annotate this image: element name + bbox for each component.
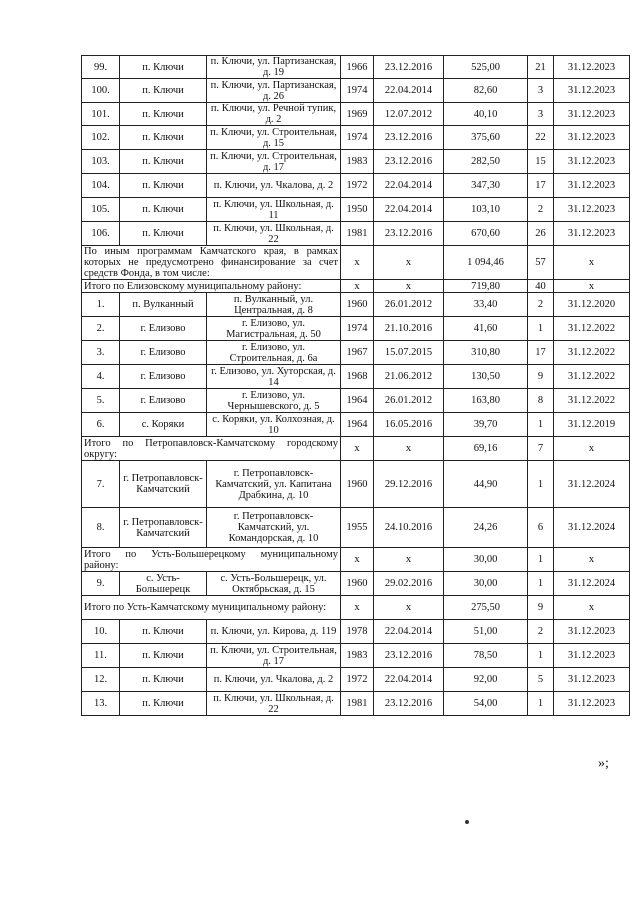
deadline-cell: х (554, 548, 630, 572)
row-number: 10. (82, 620, 120, 644)
deadline-cell: 31.12.2022 (554, 389, 630, 413)
date-cell: 21.10.2016 (374, 317, 444, 341)
area-cell: 40,10 (444, 103, 528, 126)
table-row (82, 103, 630, 126)
year-cell: 1978 (341, 620, 374, 644)
date-cell: 22.04.2014 (374, 620, 444, 644)
date-cell: 22.04.2014 (374, 198, 444, 222)
address-cell: п. Ключи, ул. Кирова, д. 119 (207, 620, 341, 644)
settlement-cell: г. Елизово (120, 389, 207, 413)
address-cell: п. Ключи, ул. Строительная, д. 17 (207, 150, 341, 174)
table-row (82, 572, 630, 596)
table-row (82, 126, 630, 150)
deadline-cell: 31.12.2023 (554, 150, 630, 174)
summary-row (82, 596, 630, 620)
settlement-cell: п. Ключи (120, 56, 207, 79)
count-cell: 1 (528, 692, 554, 716)
deadline-cell: 31.12.2024 (554, 461, 630, 508)
count-cell: 21 (528, 56, 554, 79)
year-cell: 1983 (341, 150, 374, 174)
address-cell: п. Ключи, ул. Партизанская, д. 19 (207, 56, 341, 79)
year-cell: 1950 (341, 198, 374, 222)
deadline-cell: 31.12.2020 (554, 293, 630, 317)
count-cell: 3 (528, 79, 554, 103)
address-cell: п. Ключи, ул. Школьная, д. 22 (207, 692, 341, 716)
area-cell: 719,80 (444, 280, 528, 293)
row-number: 102. (82, 126, 120, 150)
count-cell: 1 (528, 572, 554, 596)
deadline-cell: 31.12.2023 (554, 198, 630, 222)
deadline-cell: 31.12.2024 (554, 572, 630, 596)
table-row (82, 644, 630, 668)
address-cell: п. Ключи, ул. Чкалова, д. 2 (207, 174, 341, 198)
row-number: 105. (82, 198, 120, 222)
date-cell: х (374, 246, 444, 280)
deadline-cell: х (554, 280, 630, 293)
count-cell: 40 (528, 280, 554, 293)
date-cell: 12.07.2012 (374, 103, 444, 126)
summary-label: Итого по Усть-Камчатскому муниципальному району: (82, 596, 341, 620)
area-cell: 30,00 (444, 548, 528, 572)
area-cell: 275,50 (444, 596, 528, 620)
date-cell: 22.04.2014 (374, 668, 444, 692)
area-cell: 282,50 (444, 150, 528, 174)
settlement-cell: п. Вулканный (120, 293, 207, 317)
date-cell: х (374, 548, 444, 572)
year-cell: 1981 (341, 222, 374, 246)
area-cell: 130,50 (444, 365, 528, 389)
address-cell: г. Елизово, ул. Хуторская, д. 14 (207, 365, 341, 389)
table-body (82, 56, 630, 716)
row-number: 8. (82, 508, 120, 548)
summary-row (82, 548, 630, 572)
area-cell: 347,30 (444, 174, 528, 198)
year-cell: 1983 (341, 644, 374, 668)
deadline-cell: 31.12.2023 (554, 103, 630, 126)
count-cell: 8 (528, 389, 554, 413)
count-cell: 1 (528, 548, 554, 572)
settlement-cell: п. Ключи (120, 668, 207, 692)
count-cell: 2 (528, 198, 554, 222)
count-cell: 17 (528, 341, 554, 365)
summary-label: Итого по Петропавловск-Камчатскому городскому округу: (82, 437, 341, 461)
settlement-cell: г. Петропавловск-Камчатский (120, 461, 207, 508)
date-cell: 23.12.2016 (374, 56, 444, 79)
closing-mark: »; (598, 756, 609, 771)
count-cell: 6 (528, 508, 554, 548)
year-cell: 1972 (341, 174, 374, 198)
date-cell: 23.12.2016 (374, 692, 444, 716)
area-cell: 44,90 (444, 461, 528, 508)
address-cell: п. Ключи, ул. Партизанская, д. 26 (207, 79, 341, 103)
count-cell: 9 (528, 365, 554, 389)
settlement-cell: п. Ключи (120, 126, 207, 150)
settlement-cell: п. Ключи (120, 692, 207, 716)
count-cell: 7 (528, 437, 554, 461)
table-row (82, 150, 630, 174)
address-cell: г. Елизово, ул. Магистральная, д. 50 (207, 317, 341, 341)
table-row (82, 79, 630, 103)
address-cell: с. Коряки, ул. Колхозная, д. 10 (207, 413, 341, 437)
table-row (82, 365, 630, 389)
row-number: 9. (82, 572, 120, 596)
deadline-cell: 31.12.2023 (554, 692, 630, 716)
settlement-cell: г. Елизово (120, 317, 207, 341)
count-cell: 1 (528, 317, 554, 341)
address-cell: п. Вулканный, ул. Центральная, д. 8 (207, 293, 341, 317)
area-cell: 82,60 (444, 79, 528, 103)
settlement-cell: п. Ключи (120, 198, 207, 222)
year-cell: 1981 (341, 692, 374, 716)
row-number: 3. (82, 341, 120, 365)
year-cell: 1972 (341, 668, 374, 692)
deadline-cell: 31.12.2023 (554, 222, 630, 246)
count-cell: 2 (528, 620, 554, 644)
count-cell: 5 (528, 668, 554, 692)
address-cell: г. Петропавловск-Камчатский, ул. Капитана Драбкина, д. 10 (207, 461, 341, 508)
area-cell: 375,60 (444, 126, 528, 150)
area-cell: 310,80 (444, 341, 528, 365)
date-cell: 29.02.2016 (374, 572, 444, 596)
date-cell: 21.06.2012 (374, 365, 444, 389)
year-cell: 1960 (341, 572, 374, 596)
address-cell: г. Петропавловск-Камчатский, ул. Командорская, д. 10 (207, 508, 341, 548)
date-cell: 16.05.2016 (374, 413, 444, 437)
year-cell: 1955 (341, 508, 374, 548)
row-number: 7. (82, 461, 120, 508)
area-cell: 103,10 (444, 198, 528, 222)
area-cell: 1 094,46 (444, 246, 528, 280)
area-cell: 24,26 (444, 508, 528, 548)
date-cell: х (374, 437, 444, 461)
date-cell: 22.04.2014 (374, 174, 444, 198)
summary-label: Итого по Усть-Большерецкому муниципальному району: (82, 548, 341, 572)
row-number: 99. (82, 56, 120, 79)
deadline-cell: 31.12.2019 (554, 413, 630, 437)
count-cell: 9 (528, 596, 554, 620)
date-cell: 26.01.2012 (374, 389, 444, 413)
deadline-cell: 31.12.2023 (554, 56, 630, 79)
area-cell: 39,70 (444, 413, 528, 437)
settlement-cell: п. Ключи (120, 644, 207, 668)
year-cell: 1974 (341, 79, 374, 103)
table-row (82, 692, 630, 716)
year-cell: 1960 (341, 461, 374, 508)
address-cell: п. Ключи, ул. Речной тупик, д. 2 (207, 103, 341, 126)
year-cell: 1974 (341, 317, 374, 341)
row-number: 11. (82, 644, 120, 668)
row-number: 6. (82, 413, 120, 437)
area-cell: 33,40 (444, 293, 528, 317)
table-row (82, 317, 630, 341)
table-row (82, 413, 630, 437)
deadline-cell: х (554, 596, 630, 620)
count-cell: 2 (528, 293, 554, 317)
settlement-cell: п. Ключи (120, 620, 207, 644)
year-cell: 1974 (341, 126, 374, 150)
row-number: 5. (82, 389, 120, 413)
date-cell: 22.04.2014 (374, 79, 444, 103)
row-number: 2. (82, 317, 120, 341)
count-cell: 17 (528, 174, 554, 198)
count-cell: 3 (528, 103, 554, 126)
year-cell: х (341, 246, 374, 280)
address-cell: п. Ключи, ул. Чкалова, д. 2 (207, 668, 341, 692)
deadline-cell: 31.12.2023 (554, 174, 630, 198)
table-row (82, 341, 630, 365)
table-row (82, 620, 630, 644)
count-cell: 1 (528, 413, 554, 437)
table-row (82, 174, 630, 198)
year-cell: х (341, 596, 374, 620)
settlement-cell: п. Ключи (120, 79, 207, 103)
settlement-cell: г. Петропавловск-Камчатский (120, 508, 207, 548)
deadline-cell: х (554, 437, 630, 461)
address-cell: г. Елизово, ул. Строительная, д. 6а (207, 341, 341, 365)
housing-program-table (81, 55, 630, 716)
address-cell: г. Елизово, ул. Чернышевского, д. 5 (207, 389, 341, 413)
address-cell: п. Ключи, ул. Строительная, д. 15 (207, 126, 341, 150)
area-cell: 163,80 (444, 389, 528, 413)
summary-row (82, 246, 630, 280)
table-row (82, 222, 630, 246)
area-cell: 51,00 (444, 620, 528, 644)
settlement-cell: г. Елизово (120, 341, 207, 365)
table-row (82, 389, 630, 413)
deadline-cell: 31.12.2022 (554, 341, 630, 365)
date-cell: х (374, 596, 444, 620)
row-number: 100. (82, 79, 120, 103)
year-cell: х (341, 437, 374, 461)
area-cell: 30,00 (444, 572, 528, 596)
area-cell: 54,00 (444, 692, 528, 716)
date-cell: 29.12.2016 (374, 461, 444, 508)
date-cell: 23.12.2016 (374, 150, 444, 174)
area-cell: 69,16 (444, 437, 528, 461)
deadline-cell: 31.12.2023 (554, 668, 630, 692)
deadline-cell: 31.12.2023 (554, 620, 630, 644)
date-cell: х (374, 280, 444, 293)
summary-row (82, 280, 630, 293)
date-cell: 15.07.2015 (374, 341, 444, 365)
count-cell: 15 (528, 150, 554, 174)
year-cell: 1968 (341, 365, 374, 389)
year-cell: 1964 (341, 413, 374, 437)
deadline-cell: 31.12.2022 (554, 317, 630, 341)
table-row (82, 198, 630, 222)
count-cell: 57 (528, 246, 554, 280)
year-cell: 1969 (341, 103, 374, 126)
table-row (82, 508, 630, 548)
deadline-cell: х (554, 246, 630, 280)
settlement-cell: с. Усть-Большерецк (120, 572, 207, 596)
row-number: 101. (82, 103, 120, 126)
area-cell: 525,00 (444, 56, 528, 79)
row-number: 13. (82, 692, 120, 716)
row-number: 104. (82, 174, 120, 198)
address-cell: п. Ключи, ул. Школьная, д. 11 (207, 198, 341, 222)
deadline-cell: 31.12.2023 (554, 644, 630, 668)
address-cell: п. Ключи, ул. Строительная, д. 17 (207, 644, 341, 668)
settlement-cell: п. Ключи (120, 174, 207, 198)
address-cell: с. Усть-Большерецк, ул. Октябрьская, д. 15 (207, 572, 341, 596)
year-cell: х (341, 280, 374, 293)
row-number: 106. (82, 222, 120, 246)
count-cell: 26 (528, 222, 554, 246)
date-cell: 23.12.2016 (374, 126, 444, 150)
area-cell: 670,60 (444, 222, 528, 246)
year-cell: х (341, 548, 374, 572)
deadline-cell: 31.12.2023 (554, 126, 630, 150)
settlement-cell: г. Елизово (120, 365, 207, 389)
year-cell: 1960 (341, 293, 374, 317)
row-number: 4. (82, 365, 120, 389)
year-cell: 1967 (341, 341, 374, 365)
table-row (82, 668, 630, 692)
settlement-cell: п. Ключи (120, 103, 207, 126)
address-cell: п. Ключи, ул. Школьная, д. 22 (207, 222, 341, 246)
area-cell: 92,00 (444, 668, 528, 692)
table-row (82, 293, 630, 317)
summary-label: Итого по Елизовскому муниципальному району: (82, 280, 341, 293)
date-cell: 23.12.2016 (374, 222, 444, 246)
summary-row (82, 437, 630, 461)
date-cell: 23.12.2016 (374, 644, 444, 668)
count-cell: 1 (528, 644, 554, 668)
date-cell: 24.10.2016 (374, 508, 444, 548)
table-row (82, 461, 630, 508)
date-cell: 26.01.2012 (374, 293, 444, 317)
area-cell: 41,60 (444, 317, 528, 341)
count-cell: 1 (528, 461, 554, 508)
count-cell: 22 (528, 126, 554, 150)
row-number: 1. (82, 293, 120, 317)
settlement-cell: п. Ключи (120, 222, 207, 246)
deadline-cell: 31.12.2024 (554, 508, 630, 548)
year-cell: 1966 (341, 56, 374, 79)
year-cell: 1964 (341, 389, 374, 413)
row-number: 12. (82, 668, 120, 692)
deadline-cell: 31.12.2022 (554, 365, 630, 389)
summary-label: По иным программам Камчатского края, в рамках которых не предусмотрено финансирование за счет средств Фонда, в том числе: (82, 246, 341, 280)
area-cell: 78,50 (444, 644, 528, 668)
page-dot (465, 820, 469, 824)
table-row (82, 56, 630, 79)
row-number: 103. (82, 150, 120, 174)
settlement-cell: п. Ключи (120, 150, 207, 174)
settlement-cell: с. Коряки (120, 413, 207, 437)
deadline-cell: 31.12.2023 (554, 79, 630, 103)
